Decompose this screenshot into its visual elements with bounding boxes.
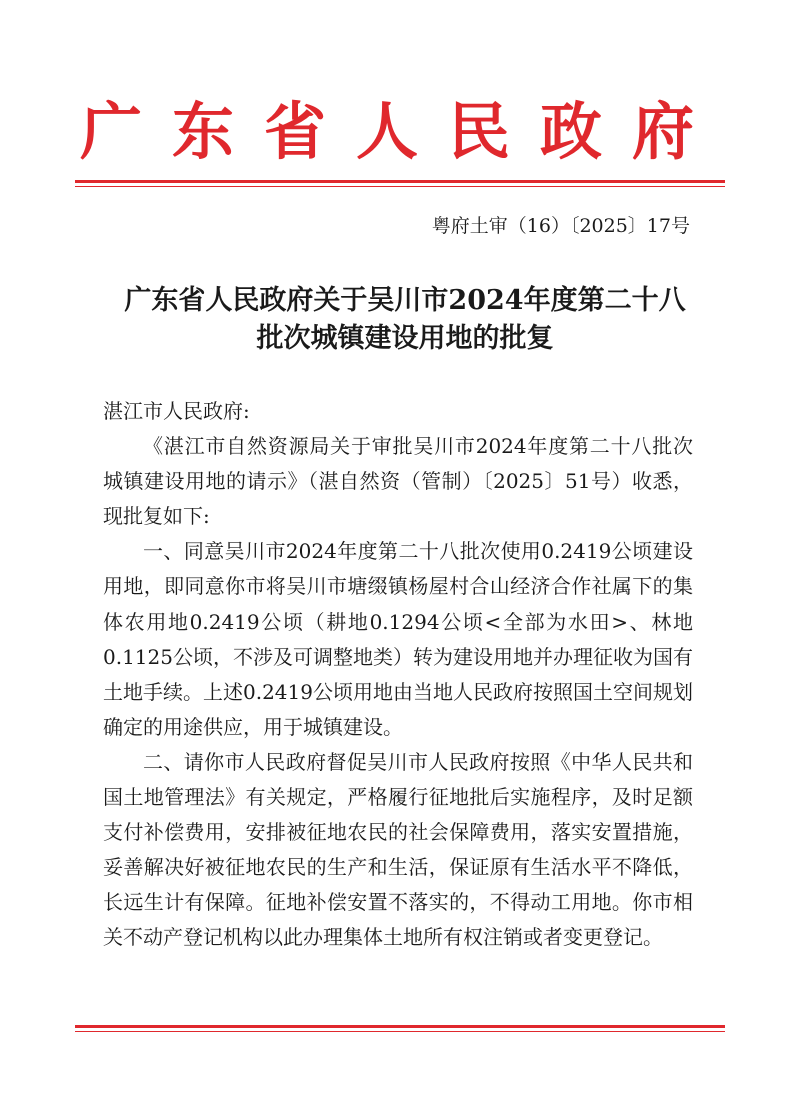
body-paragraph-1: 《湛江市自然资源局关于审批吴川市2024年度第二十八批次城镇建设用地的请示》（湛自然资（管制）〔2025〕51号）收悉，现批复如下: [103, 434, 693, 529]
footer-divider-thin [75, 1031, 725, 1032]
masthead-divider-thick [75, 180, 725, 183]
addressee: 湛江市人民政府: [103, 399, 250, 423]
document-number: 粤府土审（16）〔2025〕17号 [431, 215, 690, 237]
issuer-masthead: 广东省人民政府 [79, 95, 724, 168]
body-paragraph-3: 二、请你市人民政府督促吴川市人民政府按照《中华人民共和国土地管理法》有关规定，严格履行征地批后实施程序，及时足额支付补偿费用，安排被征地农民的社会保障费用，落实安置措施，妥善解决好被征地农民的生产和生活，保证原有生活水平不降低，长远生计有保障。征地补偿安置不落实的，不得动工用地。你市相关不动产登记机构以此办理集体土地所有权注销或者变更登记。 [103, 749, 693, 950]
masthead-divider-thin [75, 186, 725, 187]
document-body [103, 394, 693, 956]
title-line-2: 批次城镇建设用地的批复 [256, 323, 554, 354]
title-line-1: 广东省人民政府关于吴川市2024年度第二十八 [124, 285, 686, 316]
document-title [95, 282, 715, 358]
footer-divider-thick [75, 1025, 725, 1028]
body-paragraph-2: 一、同意吴川市2024年度第二十八批次使用0.2419公顷建设用地，即同意你市将吴川市塘缀镇杨屋村合山经济合作社属下的集体农用地0.2419公顷（耕地0.1294公顷<全部为水田>、林地0.1125公顷，不涉及可调整地类）转为建设用地并办理征收为国有土地手续。上述0.2419公顷用地由当地人民政府按照国土空间规划确定的用途供应，用于城镇建设。 [103, 539, 693, 739]
